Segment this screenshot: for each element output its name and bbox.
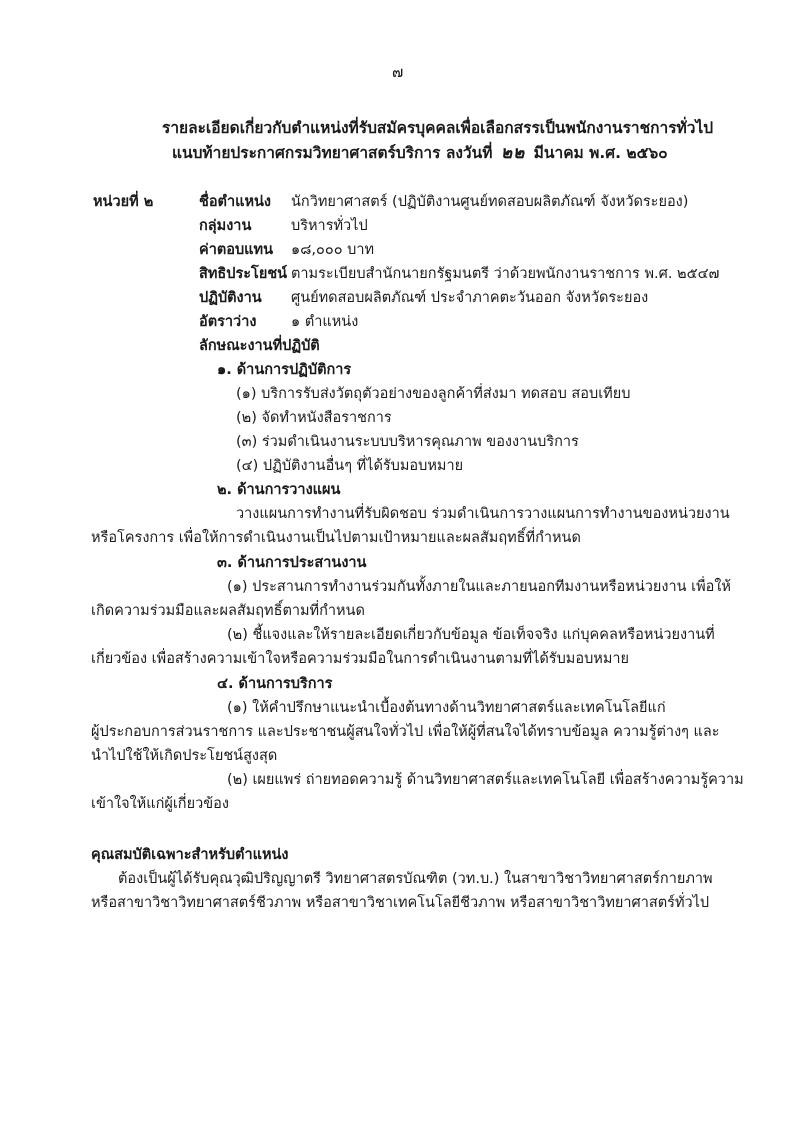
section-2-para-line-2: หรือโครงการ เพื่อให้การดำเนินงานเป็นไปตามเป้าหมายและผลสัมฤทธิ์ที่กำหนด xyxy=(91,530,581,546)
header-line-2 xyxy=(172,143,668,163)
header-line-2-text: แนบท้ายประกาศกรมวิทยาศาสตร์บริการ ลงวันที่ xyxy=(172,144,493,162)
section-2-title: ๒. ด้านการวางแผน xyxy=(217,482,341,498)
handwritten-day: ๒๒ xyxy=(500,143,526,163)
field-value-benefits: ตามระเบียบสำนักนายกรัฐมนตรี ว่าด้วยพนักงานราชการ พ.ศ. ๒๕๔๗ xyxy=(291,266,720,282)
qualifications-title: คุณสมบัติเฉพาะสำหรับตำแหน่ง xyxy=(91,847,289,863)
section-4-title: ๔. ด้านการบริการ xyxy=(217,676,333,692)
job-nature-title: ลักษณะงานที่ปฏิบัติ xyxy=(199,338,320,354)
section-3-title: ๓. ด้านการประสานงาน xyxy=(217,555,367,571)
header-line-1: รายละเอียดเกี่ยวกับตำแหน่งที่รับสมัครบุคคลเพื่อเลือกสรรเป็นพนักงานราชการทั่วไป xyxy=(162,119,714,137)
field-label-workplace: ปฏิบัติงาน xyxy=(199,290,262,306)
section-4-item-1-line-3: นำไปใช้ให้เกิดประโยชน์สูงสุด xyxy=(91,748,278,764)
unit-label: หน่วยที่ ๒ xyxy=(93,194,154,210)
field-value-workplace: ศูนย์ทดสอบผลิตภัณฑ์ ประจำภาคตะวันออก จังหวัดระยอง xyxy=(291,290,649,306)
field-label-benefits: สิทธิประโยชน์ xyxy=(199,266,288,282)
section-1-item-4: (๔) ปฏิบัติงานอื่นๆ ที่ได้รับมอบหมาย xyxy=(236,458,464,474)
field-value-vacancy: ๑ ตำแหน่ง xyxy=(291,314,359,330)
field-label-salary: ค่าตอบแทน xyxy=(199,242,273,258)
section-1-item-1: (๑) บริการรับส่งวัตถุตัวอย่างของลูกค้าที่ส่งมา ทดสอบ สอบเทียบ xyxy=(236,386,631,402)
field-value-salary: ๑๘,๐๐๐ บาท xyxy=(291,242,375,258)
section-4-item-1-line-1: (๑) ให้คำปรึกษาแนะนำเบื้องต้นทางด้านวิทยาศาสตร์และเทคโนโลยีแก่ xyxy=(227,700,666,716)
section-2-para-line-1: วางแผนการทำงานที่รับผิดชอบ ร่วมดำเนินการวางแผนการทำงานของหน่วยงาน xyxy=(236,506,730,522)
section-3-item-2-line-1: (๒) ชี้แจงและให้รายละเอียดเกี่ยวกับข้อมูล ข้อเท็จจริง แก่บุคคลหรือหน่วยงานที่ xyxy=(227,627,715,643)
qualifications-line-1: ต้องเป็นผู้ได้รับคุณวุฒิปริญญาตรี วิทยาศาสตรบัณฑิต (วท.บ.) ในสาขาวิชาวิทยาศาสตร์กายภาพ xyxy=(118,871,713,887)
section-4-item-2-line-2: เข้าใจให้แก่ผู้เกี่ยวข้อง xyxy=(91,796,229,812)
qualifications-line-2: หรือสาขาวิชาวิทยาศาสตร์ชีวภาพ หรือสาขาวิชาเทคโนโลยีชีวภาพ หรือสาขาวิชาวิทยาศาสตร์ทั่วไป xyxy=(91,895,710,911)
section-4-item-2-line-1: (๒) เผยแพร่ ถ่ายทอดความรู้ ด้านวิทยาศาสตร์และเทคโนโลยี เพื่อสร้างความรู้ความ xyxy=(227,772,744,788)
field-label-group: กลุ่มงาน xyxy=(199,218,252,234)
section-1-item-2: (๒) จัดทำหนังสือราชการ xyxy=(236,410,392,426)
section-4-item-1-line-2: ผู้ประกอบการส่วนราชการ และประชาชนผู้สนใจทั่วไป เพื่อให้ผู้ที่สนใจได้ทราบข้อมูล ความรู้ต่างๆ และ xyxy=(91,724,720,740)
field-value-position: นักวิทยาศาสตร์ (ปฏิบัติงานศูนย์ทดสอบผลิตภัณฑ์ จังหวัดระยอง) xyxy=(291,194,689,210)
field-label-position: ชื่อตำแหน่ง xyxy=(199,194,272,210)
header-line-2-date: มีนาคม พ.ศ. ๒๕๖๐ xyxy=(533,144,668,162)
section-3-item-2-line-2: เกี่ยวข้อง เพื่อสร้างความเข้าใจหรือความร่วมมือในการดำเนินงานตามที่ได้รับมอบหมาย xyxy=(91,651,630,667)
page-number: ๗ xyxy=(392,63,404,81)
section-1-item-3: (๓) ร่วมดำเนินงานระบบบริหารคุณภาพ ของงานบริการ xyxy=(236,434,579,450)
section-3-item-1-line-2: เกิดความร่วมมือและผลสัมฤทธิ์ตามที่กำหนด xyxy=(91,603,365,619)
section-3-item-1-line-1: (๑) ประสานการทำงานร่วมกันทั้งภายในและภายนอกทีมงานหรือหน่วยงาน เพื่อให้ xyxy=(227,579,731,595)
field-label-vacancy: อัตราว่าง xyxy=(199,314,257,330)
section-1-title: ๑. ด้านการปฏิบัติการ xyxy=(217,362,352,378)
field-value-group: บริหารทั่วไป xyxy=(291,218,368,234)
